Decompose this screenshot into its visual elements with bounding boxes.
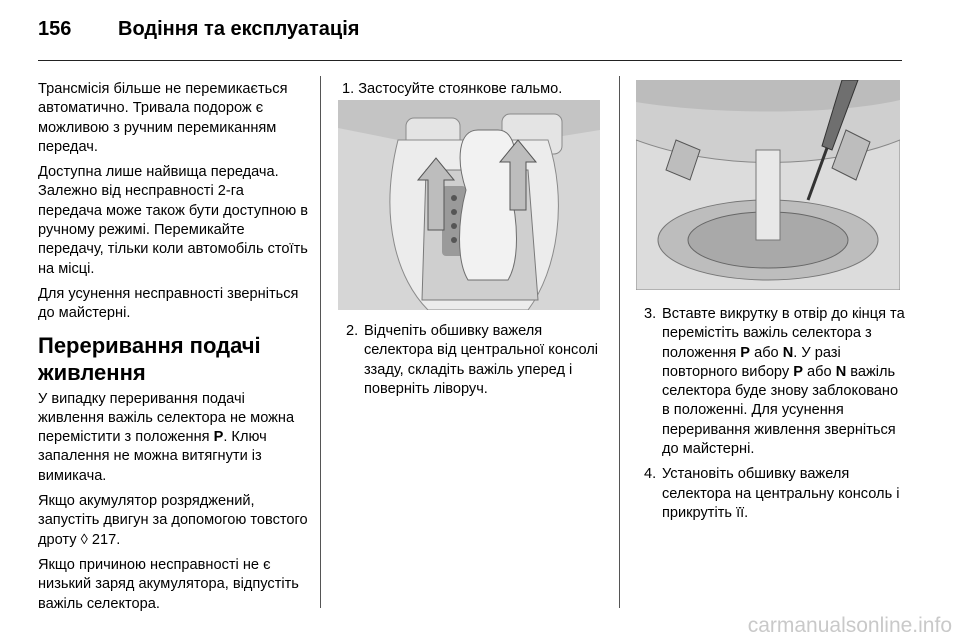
page-title: Водіння та експлуатація xyxy=(118,18,360,40)
step-4: 4. Установіть обшивку важеля селектора на центральну консоль і прикрутіть її. xyxy=(644,466,900,521)
paragraph: Якщо акумулятор розряджений, запустіть двигун за допомогою товстого дроту ◊ 217. xyxy=(38,493,308,548)
paragraph: Для усунення несправності зверніться до майстерні. xyxy=(38,285,299,322)
page-number: 156 xyxy=(38,18,72,40)
screwdriver-drawing xyxy=(636,80,900,290)
paragraph: Трансмісія більше не перемикається автоматично. Тривала подорож є можливою з ручним перемиканням передач. xyxy=(38,81,288,155)
page-reference-icon[interactable]: ◊ xyxy=(80,531,88,548)
paragraph: Доступна лише найвища передача. Залежно від несправності 2-га передача може також бути доступною в ручному режимі. Перемикайте передачу, тільки коли автомобіль стоїть на місці. xyxy=(38,164,309,277)
step-2: 2. Відчепіть обшивку важеля селектора від центральної консолі ззаду, складіть важіль уперед і поверніть ліворуч. xyxy=(346,323,599,397)
section-heading: Переривання подачі живлення xyxy=(38,332,261,385)
illustration-gear-selector xyxy=(338,100,600,310)
gear-selector-drawing xyxy=(338,100,600,310)
step-1: 1. Застосуйте стоянкове гальмо. xyxy=(342,81,563,97)
column-divider-1 xyxy=(320,76,321,608)
column-divider-2 xyxy=(619,76,620,608)
column-3-text xyxy=(636,305,906,529)
column-1 xyxy=(38,80,310,620)
illustration-screwdriver xyxy=(636,80,900,290)
watermark: carmanualsonline.info xyxy=(747,614,952,637)
paragraph: У випадку переривання подачі живлення важіль селектора не можна перемістити з положення P. Ключ запалення не можна витягнути із вимикача. xyxy=(38,390,295,484)
paragraph: Якщо причиною несправності не є низький заряд акумулятора, відпустіть важіль селектора. xyxy=(38,556,299,612)
step-3: 3. Вставте викрутку в отвір до кінця та перемістіть важіль селектора з положення P або N. У разі повторного вибору P або N важіль селектора буде знову заблоковано в положенні. Для усунення переривання живлення зверніться до майстерні. xyxy=(644,306,905,458)
column-2-text xyxy=(338,322,604,405)
header-divider xyxy=(38,60,902,61)
